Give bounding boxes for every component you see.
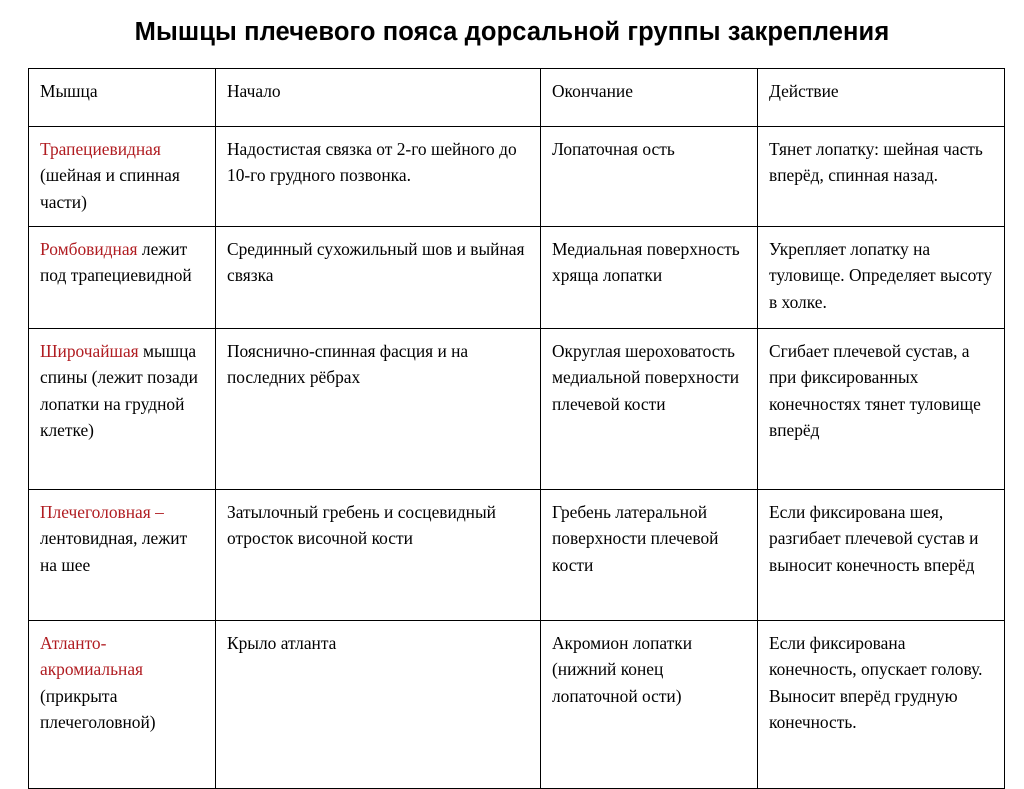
cell-origin: Пояснично-спинная фасция и на последних рёбрах [216,329,541,490]
muscle-detail: (шейная и спинная части) [40,165,180,212]
cell-origin: Срединный сухожильный шов и выйная связка [216,227,541,329]
cell-muscle [29,621,216,789]
cell-action: Если фиксирована шея, разгибает плечевой сустав и выносит конечность вперёд [758,490,1005,621]
column-header-insertion: Окончание [541,69,758,127]
column-header-action: Действие [758,69,1005,127]
cell-muscle [29,490,216,621]
table-header-row [29,69,1005,127]
cell-insertion: Гребень латеральной поверхности плечевой кости [541,490,758,621]
table-header [29,69,1005,127]
muscle-detail: (прикрыта плечеголовной) [40,685,156,733]
table-row [29,127,1005,227]
column-header-origin: Начало [216,69,541,127]
table-row [29,329,1005,490]
cell-muscle [29,127,216,227]
table-row [29,490,1005,621]
cell-insertion: Медиальная поверхность хряща лопатки [541,227,758,329]
cell-muscle [29,227,216,329]
cell-insertion: Акромион лопатки (нижний конец лопаточной ости) [541,621,758,789]
cell-action: Тянет лопатку: шейная часть вперёд, спинная назад. [758,127,1005,227]
page-title: Мышцы плечевого пояса дорсальной группы закрепления [134,18,890,46]
cell-origin: Крыло атланта [216,621,541,789]
muscle-name: Атланто-акромиальная [40,633,144,680]
cell-action: Укрепляет лопатку на туловище. Определяет высоту в холке. [758,227,1005,329]
muscle-detail: лежит под трапециевидной [40,239,192,286]
muscle-table [28,68,1005,789]
table-row [29,621,1005,789]
cell-muscle [29,329,216,490]
muscle-name: Плечеголовная – [40,502,164,522]
table-body [29,127,1005,789]
cell-insertion: Лопаточная ость [541,127,758,227]
muscle-detail: мышца спины (лежит позади лопатки на грудной клетке) [40,341,198,441]
cell-action: Сгибает плечевой сустав, а при фиксированных конечностях тянет туловище вперёд [758,329,1005,490]
cell-action: Если фиксирована конечность, опускает голову. Выносит вперёд грудную конечность. [758,621,1005,789]
cell-origin: Надостистая связка от 2-го шейного до 10-го грудного позвонка. [216,127,541,227]
cell-origin: Затылочный гребень и сосцевидный отросток височной кости [216,490,541,621]
column-header-muscle: Мышца [29,69,216,127]
muscle-name: Трапециевидная [40,139,161,159]
muscle-name: Широчайшая [40,341,139,361]
muscle-name: Ромбовидная [40,239,138,259]
cell-insertion: Округлая шероховатость медиальной поверхности плечевой кости [541,329,758,490]
table-row [29,227,1005,329]
muscle-detail: лентовидная, лежит на шее [40,528,188,575]
